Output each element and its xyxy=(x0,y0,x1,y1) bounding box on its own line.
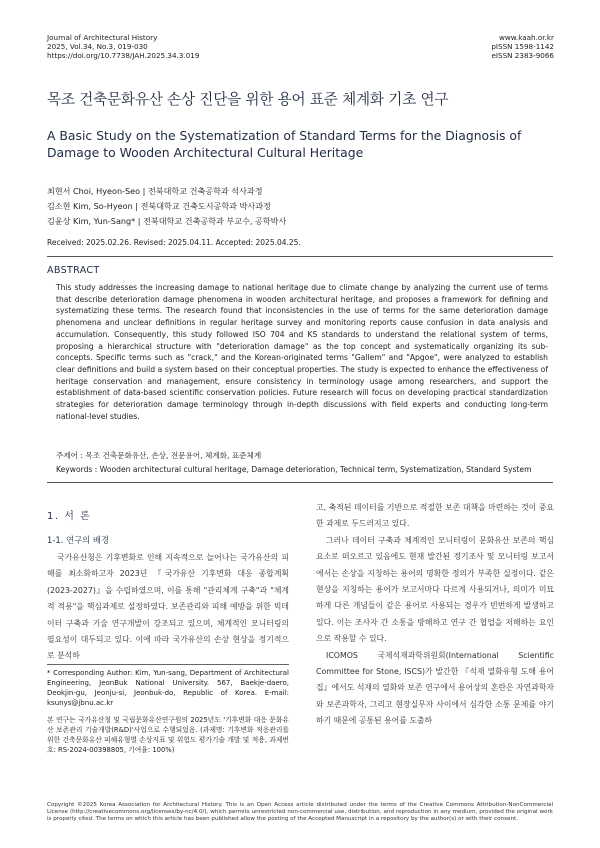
title-english-line-1: A Basic Study on the Systematization of Standard Terms for the Diagnosis of xyxy=(47,128,522,143)
section-title: 1. 서 론 xyxy=(47,511,92,522)
body-paragraph: ICOMOS 국제석재과학위원회(International Scientific Committee for Stone, ISCS)가 발간한 『석재 열화유형 도해 용어집』에서도 석재의 열화와 보존 연구에서 용어상의 혼란은 자연과학자와 보존과학자, 그리고 현장실무자 사이에서 심각한 소통 문제를 야기하기 때문에 공통된 용어를 도출하 xyxy=(316,650,554,726)
body-column-right xyxy=(316,500,554,730)
footnote-rule xyxy=(47,664,289,665)
keywords-english-row xyxy=(56,463,548,477)
keywords-korean-label: 주제어 : xyxy=(56,451,83,460)
keywords-korean: 목조 건축문화유산, 손상, 전문용어, 체계화, 표준체계 xyxy=(85,451,262,460)
body-paragraph: 국가유산청은 기후변화로 인해 지속적으로 늘어나는 국가유산의 피해를 최소화하고자 2023년 『국가유산 기후변화 대응 종합계획(2023-2027)』을 수립하였으며, 이를 통해 "관리체계 구축"과 "체계적 적용"을 핵심과제로 설정하였다. 보존관리와 피해 예방을 위한 빅데이터 구축과 기술 연구개발이 강조되고 있으며, 체계적인 모니터링의 필요성이 대두되고 있다. 이에 따라 국가유산의 손상 현상을 정기적으로 분석하 xyxy=(47,553,289,661)
author-2: 김소현 Kim, So-Hyeon | 전북대학교 건축도시공학과 박사과정 xyxy=(47,201,271,211)
abstract-bottom-rule xyxy=(47,482,553,483)
body-paragraph: 그러나 데이터 구축과 체계적인 모니터링이 문화유산 보존의 핵심 요소로 떠오르고 있음에도 현재 발간된 정기조사 및 모니터링 보고서에서는 손상을 지칭하는 용어의 명확한 정의가 부족한 실정이다. 같은 현상을 지칭하는 용어가 보고서마다 다르게 사용되거나, 의미가 미묘하게 다른 개념들이 같은 용어로 사용되는 경우가 빈번하게 발생하고 있다. 이는 조사자 간 소통을 방해하고 연구 간 협업을 저해하는 요인으로 작용할 수 있다. xyxy=(316,535,554,644)
journal-volume: 2025, Vol.34, No.3, 019-030 xyxy=(47,42,148,52)
journal-header-left xyxy=(47,33,199,61)
title-english-line-2: Damage to Wooden Architectural Cultural Heritage xyxy=(47,145,364,160)
keywords-english-label: Keywords : xyxy=(56,465,98,475)
received-dates: Received: 2025.02.26. Revised: 2025.04.11. Accepted: 2025.04.25. xyxy=(47,238,301,247)
keywords-english: Wooden architectural cultural heritage, Damage deterioration, Technical term, Systematization, Standard System xyxy=(99,465,532,475)
abstract-top-rule xyxy=(47,256,553,257)
title-english xyxy=(47,127,557,161)
author-3: 김윤상 Kim, Yun-Sang* | 전북대학교 건축공학과 부교수, 공학박사 xyxy=(47,216,287,226)
corresponding-author-footnote: * Corresponding Author: Kim, Yun-sang, Department of Architectural Engineering, JeonBuk National University. 567, Baekje-daero, Deokjin-gu, Jeonju-si, Jeonbuk-do, Republic of Korea. E-mail: ksunys@jbnu.ac.kr xyxy=(47,669,289,707)
body-paragraph: 고, 축적된 데이터를 기반으로 적절한 보존 대책을 마련하는 것이 중요한 과제로 두드러지고 있다. xyxy=(316,503,554,529)
eissn: eISSN 2383-9066 xyxy=(491,51,554,61)
keywords-korean-row xyxy=(56,449,548,463)
journal-name: Journal of Architectural History xyxy=(47,33,158,42)
title-korean: 목조 건축문화유산 손상 진단을 위한 용어 표준 체계화 기초 연구 xyxy=(47,91,449,108)
pissn: pISSN 1598-1142 xyxy=(491,42,554,52)
author-1: 최현서 Choi, Hyeon-Seo | 전북대학교 건축공학과 석사과정 xyxy=(47,186,263,196)
body-column-left xyxy=(47,550,289,665)
subsection-title: 1-1. 연구의 배경 xyxy=(47,535,110,545)
website-link[interactable]: www.kaah.or.kr xyxy=(498,33,554,42)
author-list xyxy=(47,184,286,229)
abstract-heading: ABSTRACT xyxy=(47,265,100,276)
abstract-text: This study addresses the increasing damage to national heritage due to climate change by analyzing the current use of terms that describe deterioration damage phenomena in wooden architectural heritage, and proposes a framework for defining and systematizing these terms. The research found that inconsistencies in the use of terms for the same deterioration damage phenomena and unclear definitions in regular heritage survey and monitoring reports cause confusion in data analysis and accumulation. Consequently, this study followed ISO 704 and KS standards to understand the relational system of terms, proposing a hierarchical structure with "deterioration damage" as the top concept and systematically organizing its sub-concepts. Specific terms such as "crack," and the Korean-originated terms "Gallem" and "Apgoe", were analyzed to establish clear definitions and build a system based on their conceptual properties. The study is expected to enhance the effectiveness of heritage conservation and management, ensure consistency in terminology usage among researchers, and support the establishment of data-based scientific conservation policies. Future research will focus on developing practical standardization strategies for deterioration damage terminology through in-depth discussions with field experts and conducting long-term national-level studies. xyxy=(56,283,548,421)
funding-note: 본 연구는 국가유산청 및 국립문화유산연구원의 2025년도 '기후변화 대응 문화유산 보존관리 기술개발(R&D)'사업으로 수행되었음. (과제명: 기후변화 적응관리를 위한 건축문화유산 피해유형별 손상지표 및 위험도 평가기술 개발 및 적용, 과제번호: RS-2024-00398805, 기여율: 100%) xyxy=(47,716,289,754)
journal-header-right xyxy=(491,33,554,61)
copyright-notice: Copyright ©2025 Korea Association for Architectural History. This is an Open Access article distributed under the terms of the Creative Commons Attribution-NonCommercial License (http://creativecommons.org/licenses/by-nc/4.0/), which permits unrestricted non-commercial use, distribution, and reproduction in any medium, provided the original work is properly cited. The terms on which this article has been published allow the posting of the Accepted Manuscript in a repository by the author(s) or with their consent. xyxy=(47,802,553,822)
doi-link[interactable]: https://doi.org/10.7738/JAH.2025.34.3.019 xyxy=(47,51,200,61)
keywords-block xyxy=(56,449,548,477)
